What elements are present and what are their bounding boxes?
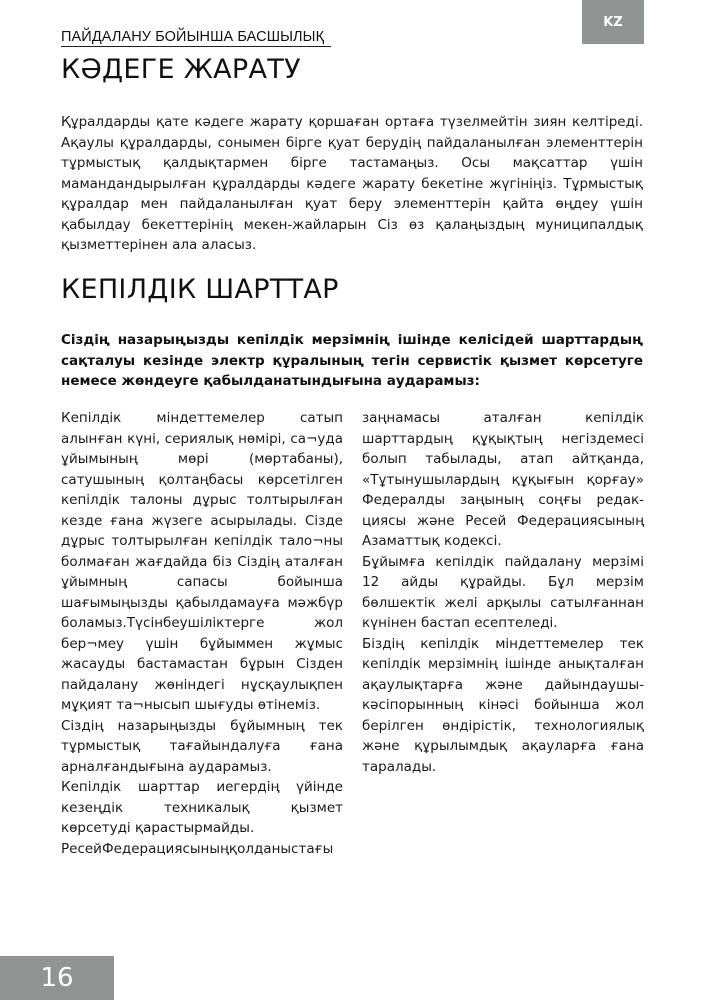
- disposal-title: КӘДЕГЕ ЖАРАТУ: [61, 54, 301, 85]
- warranty-paragraph: Кепілдік міндеттемелер сатып алынған күні, сериялық нөмірі, са¬уда ұйымының мөрі (мөртабаны), сатушының қолтаңбасы көрсетілген кепілдік талоны дұрыс толтырылған кезде ғана жүзеге асырылады. Сізде дұрыс толтырылған кепілдік тало¬ны болмаған жағдайда біз Сіздің аталған ұйымның сапасы бойынша шағымыңызды қабылдамауға мәжбүр боламыз.Түсінбеушіліктерге жол бер¬меу үшін бұйыммен жұмыс жасауды бастамастан бұрын Сізден пайдалану жөніндегі нұсқаулықпен мұқият та¬нысып шығуды өтінеміз.: [61, 410, 343, 713]
- language-badge: KZ: [582, 0, 644, 44]
- warranty-paragraph: заңнамасы аталған кепілдік шарттардың құқықтың негіздемесі болып табылады, атап айтқанда, «Тұтынушылардың құқығын қорғау» Федералды заңының соңғы редак-циясы және Ресей Федерациясының Азаматтық кодексі.: [362, 410, 644, 549]
- warranty-paragraph: РесейФедерациясыныңқолданыстағы: [61, 840, 334, 857]
- manual-header: ПАЙДАЛАНУ БОЙЫНША БАСШЫЛЫҚ: [61, 29, 331, 47]
- warranty-paragraph: Біздің кепілдік міндеттемелер тек кепілдік мерзімнің ішінде анықталған ақаулықтарға және дайындаушы-кәсіпорынның кінәсі бойынша жол берілген өндірістік, технологиялық және құрылымдық ақауларға ғана таралады.: [362, 635, 644, 775]
- page-number: 16: [0, 956, 114, 1000]
- disposal-paragraph: Құралдарды қате кәдеге жарату қоршаған ортаға түзелмейтін зиян келтіреді. Ақаулы құралдарды, сонымен бірге қуат берудің пайдаланылған элементтерін тұрмыстық қалдықтармен бірге тастамаңыз. Осы мақсаттар үшін мамандандырылған құралдарды кәдеге жарату бекетіне жүгініңіз. Тұрмыстық құралдар мен пайдаланылған қуат беру элементтерін қайта өңдеу үшін қабылдау бекеттерінің мекен-жайларын Сіз өз қалаңыздың муниципалдық қызметтерінен ала аласыз.: [61, 114, 643, 253]
- warranty-intro: Сіздің назарыңызды кепілдік мерзімнің ішінде келісідей шарттардың сақталуы кезінде электр құралының тегін сервистік қызмет көрсетуге немесе жөндеуге қабылданатындығына аударамыз:: [61, 332, 643, 389]
- warranty-column-left: [61, 408, 343, 859]
- warranty-column-right: [362, 408, 644, 777]
- warranty-paragraph: Бұйымға кепілдік пайдалану мерзімі 12 айды құрайды. Бұл мерзім бөлшектік желі арқылы сатылғаннан күнінен бастап есептеледі.: [362, 553, 644, 631]
- warranty-paragraph: Кепілдік шарттар иегердің үйінде кезеңдік техникалық қызмет көрсетуді қарастырмайды.: [61, 779, 343, 836]
- warranty-title: КЕПІЛДІК ШАРТТАР: [61, 274, 339, 305]
- warranty-paragraph: Сіздің назарыңызды бұйымның тек тұрмыстық тағайындалуға ғана арналғандығына аударамыз.: [61, 717, 343, 775]
